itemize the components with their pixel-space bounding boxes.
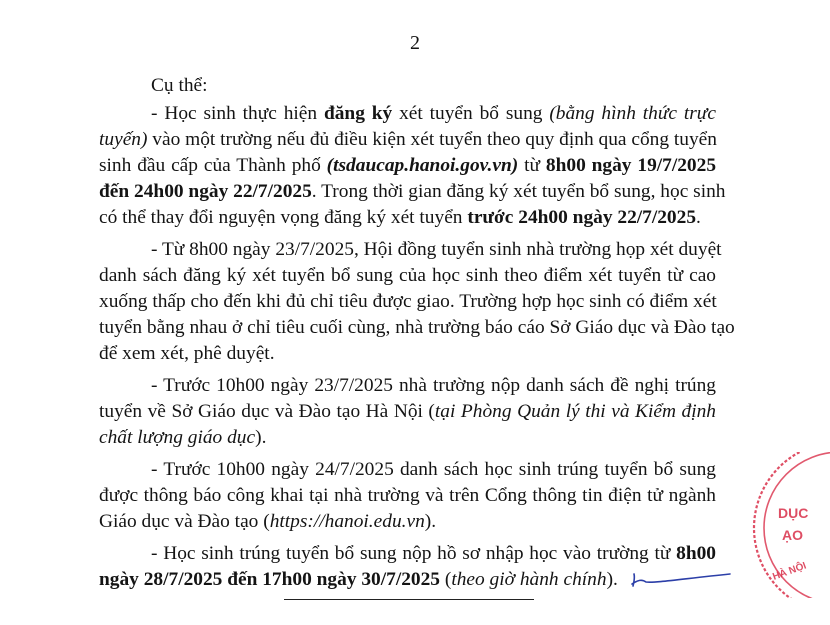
p5-line-2: ngày 28/7/2025 đến 17h00 ngày 30/7/2025 (theo giờ hành chính). [99,569,618,590]
p3-line-2: tuyển về Sở Giáo dục và Đào tạo Hà Nội (tại Phòng Quản lý thi và Kiểm định [99,401,716,422]
p4-line-1: - Trước 10h00 ngày 24/7/2025 danh sách học sinh trúng tuyển bổ sung [151,459,716,480]
p2-line-1: - Từ 8h00 ngày 23/7/2025, Hội đồng tuyển sinh nhà trường họp xét duyệt [151,239,722,260]
p1-line-5: có thể thay đổi nguyện vọng đăng ký xét tuyển trước 24h00 ngày 22/7/2025. [99,207,701,228]
p2-line-5: để xem xét, phê duyệt. [99,343,275,364]
p1-line-2: tuyến) vào một trường nếu đủ điều kiện xét tuyển theo quy định qua cổng tuyển [99,129,717,150]
p2-line-2: danh sách đăng ký xét tuyển bổ sung của học sinh theo điểm xét tuyển từ cao [99,265,716,286]
p2-line-3: xuống thấp cho đến khi đủ chỉ tiêu được giao. Trường hợp học sinh có điểm xét [99,291,717,312]
svg-text:ẠO: ẠO [782,527,803,543]
separator-line [284,599,534,600]
p1-line-1: - Học sinh thực hiện đăng ký xét tuyển bổ sung (bằng hình thức trực [151,103,716,124]
svg-text:DỤC: DỤC [778,505,809,521]
p1-line-3: sinh đầu cấp của Thành phố (tsdaucap.hanoi.gov.vn) từ 8h00 ngày 19/7/2025 [99,155,717,176]
intro-label: Cụ thể: [151,75,208,96]
p5-line-1: - Học sinh trúng tuyển bổ sung nộp hồ sơ nhập học vào trường từ 8h00 [151,543,716,564]
p2-line-4: tuyển bằng nhau ở chỉ tiêu cuối cùng, nhà trường báo cáo Sở Giáo dục và Đào tạo [99,317,735,338]
p3-line-3: chất lượng giáo dục). [99,427,267,448]
p3-line-1: - Trước 10h00 ngày 23/7/2025 nhà trường nộp danh sách đề nghị trúng [151,375,716,396]
official-stamp [748,452,830,598]
p1-line-4: đến 24h00 ngày 22/7/2025. Trong thời gian đăng ký xét tuyển bổ sung, học sinh [99,181,726,202]
p4-line-3: Giáo dục và Đào tạo (https://hanoi.edu.vn). [99,511,437,532]
svg-text:HÀ NỘI: HÀ NỘI [771,560,808,583]
signature-mark [626,566,736,592]
page-number: 2 [410,32,420,54]
p4-line-2: được thông báo công khai tại nhà trường và trên Cổng thông tin điện tử ngành [99,485,716,506]
